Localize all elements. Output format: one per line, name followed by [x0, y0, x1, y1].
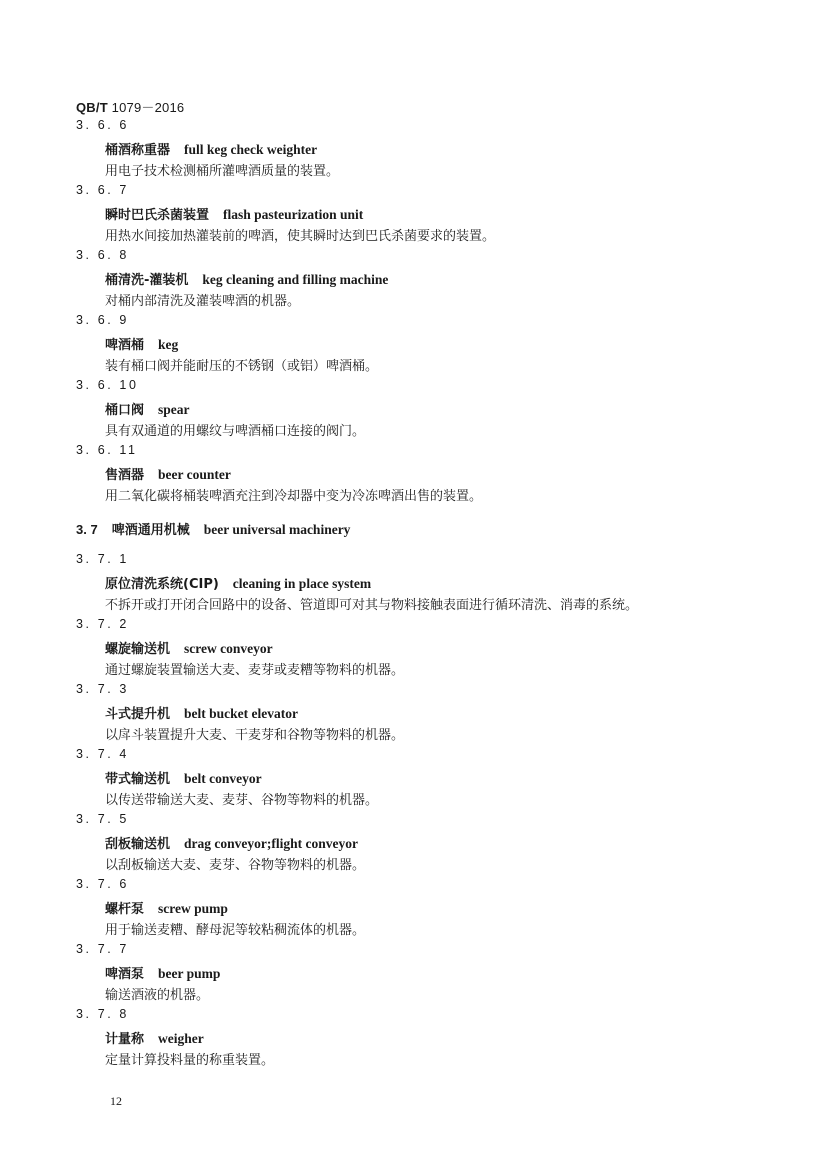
term-zh: 螺杆泵	[105, 902, 145, 917]
entry-definition: 不拆开或打开闭合回路中的设备、管道即可对其与物料接触表面进行循环清洗、消毒的系统。	[105, 598, 639, 613]
entry-number: 3. 6. 10	[76, 378, 139, 392]
section-title-en: beer universal machinery	[203, 522, 351, 537]
entry-term	[105, 269, 388, 288]
entry-definition: 用热水间接加热灌装前的啤酒，使其瞬时达到巴氏杀菌要求的装置。	[105, 229, 496, 244]
entry-definition: 以刮板输送大麦、麦芽、谷物等物料的机器。	[105, 858, 366, 873]
entry-term	[105, 139, 317, 158]
entry-term	[105, 204, 363, 223]
entry-term	[105, 464, 231, 483]
standard-number: 1079－2016	[111, 100, 185, 115]
term-zh: 原位清洗系统(CIP)	[105, 577, 219, 592]
term-en: beer pump	[158, 966, 221, 981]
term-zh: 啤酒桶	[105, 338, 145, 353]
entry-definition: 用二氧化碳将桶装啤酒充注到冷却器中变为冷冻啤酒出售的装置。	[105, 489, 483, 504]
term-en: cleaning in place system	[232, 576, 372, 591]
entry-number: 3. 7. 7	[76, 942, 129, 956]
entry-term	[105, 334, 178, 353]
entry-definition: 定量计算投料量的称重装置。	[105, 1053, 275, 1068]
entry-term	[105, 1028, 204, 1047]
term-zh: 桶酒称重器	[105, 143, 171, 158]
entry-term	[105, 768, 262, 787]
standard-code	[76, 97, 184, 116]
entry-term	[105, 898, 228, 917]
entry-number: 3. 7. 5	[76, 812, 129, 826]
section-title-zh: 啤酒通用机械	[111, 523, 190, 538]
entry-definition: 以传送带输送大麦、麦芽、谷物等物料的机器。	[105, 793, 379, 808]
term-en: belt conveyor	[184, 771, 262, 786]
page-number: 12	[110, 1094, 122, 1108]
entry-number: 3. 6. 9	[76, 313, 129, 327]
entry-number: 3. 6. 7	[76, 183, 129, 197]
term-zh: 带式输送机	[105, 772, 171, 787]
term-en: screw pump	[158, 901, 228, 916]
entry-term	[105, 963, 220, 982]
term-zh: 斗式提升机	[105, 707, 171, 722]
term-en: spear	[158, 402, 190, 417]
entry-definition: 装有桶口阀并能耐压的不锈钢（或铝）啤酒桶。	[105, 359, 379, 374]
entry-definition: 用电子技术检测桶所灌啤酒质量的装置。	[105, 164, 340, 179]
entry-definition: 输送酒液的机器。	[105, 988, 210, 1003]
entry-definition: 具有双通道的用螺纹与啤酒桶口连接的阀门。	[105, 424, 366, 439]
term-en: belt bucket elevator	[184, 706, 298, 721]
section-heading	[76, 519, 350, 538]
term-en: keg	[158, 337, 179, 352]
entry-term	[105, 573, 371, 592]
entry-definition: 通过螺旋装置输送大麦、麦芽或麦糟等物料的机器。	[105, 663, 405, 678]
entry-definition: 用于输送麦糟、酵母泥等较粘稠流体的机器。	[105, 923, 366, 938]
entry-definition: 对桶内部清洗及灌装啤酒的机器。	[105, 294, 301, 309]
term-en: full keg check weighter	[184, 142, 318, 157]
term-zh: 桶口阀	[105, 403, 145, 418]
term-zh: 刮板输送机	[105, 837, 171, 852]
term-en: flash pasteurization unit	[223, 207, 364, 222]
entry-number: 3. 7. 6	[76, 877, 129, 891]
entry-number: 3. 6. 6	[76, 118, 129, 132]
term-zh: 螺旋输送机	[105, 642, 171, 657]
section-number: 3. 7	[76, 522, 98, 537]
standard-prefix: QB/T	[76, 100, 108, 115]
entry-definition: 以戽斗装置提升大麦、干麦芽和谷物等物料的机器。	[105, 728, 405, 743]
entry-term	[105, 399, 190, 418]
term-en: keg cleaning and filling machine	[202, 272, 389, 287]
term-en: screw conveyor	[184, 641, 273, 656]
term-zh: 瞬时巴氏杀菌装置	[105, 208, 210, 223]
entry-number: 3. 6. 11	[76, 443, 138, 457]
entry-number: 3. 7. 2	[76, 617, 129, 631]
entry-term	[105, 703, 298, 722]
term-zh: 啤酒泵	[105, 967, 145, 982]
entry-number: 3. 7. 8	[76, 1007, 129, 1021]
entry-number: 3. 7. 3	[76, 682, 129, 696]
entry-number: 3. 7. 1	[76, 552, 129, 566]
term-en: beer counter	[158, 467, 231, 482]
entry-number: 3. 7. 4	[76, 747, 129, 761]
term-zh: 售酒器	[105, 468, 145, 483]
entry-term	[105, 638, 273, 657]
entry-number: 3. 6. 8	[76, 248, 129, 262]
term-zh: 计量称	[105, 1032, 145, 1047]
term-zh: 桶清洗-灌装机	[105, 273, 189, 288]
term-en: drag conveyor;flight conveyor	[184, 836, 358, 851]
entry-term	[105, 833, 358, 852]
term-en: weigher	[158, 1031, 204, 1046]
